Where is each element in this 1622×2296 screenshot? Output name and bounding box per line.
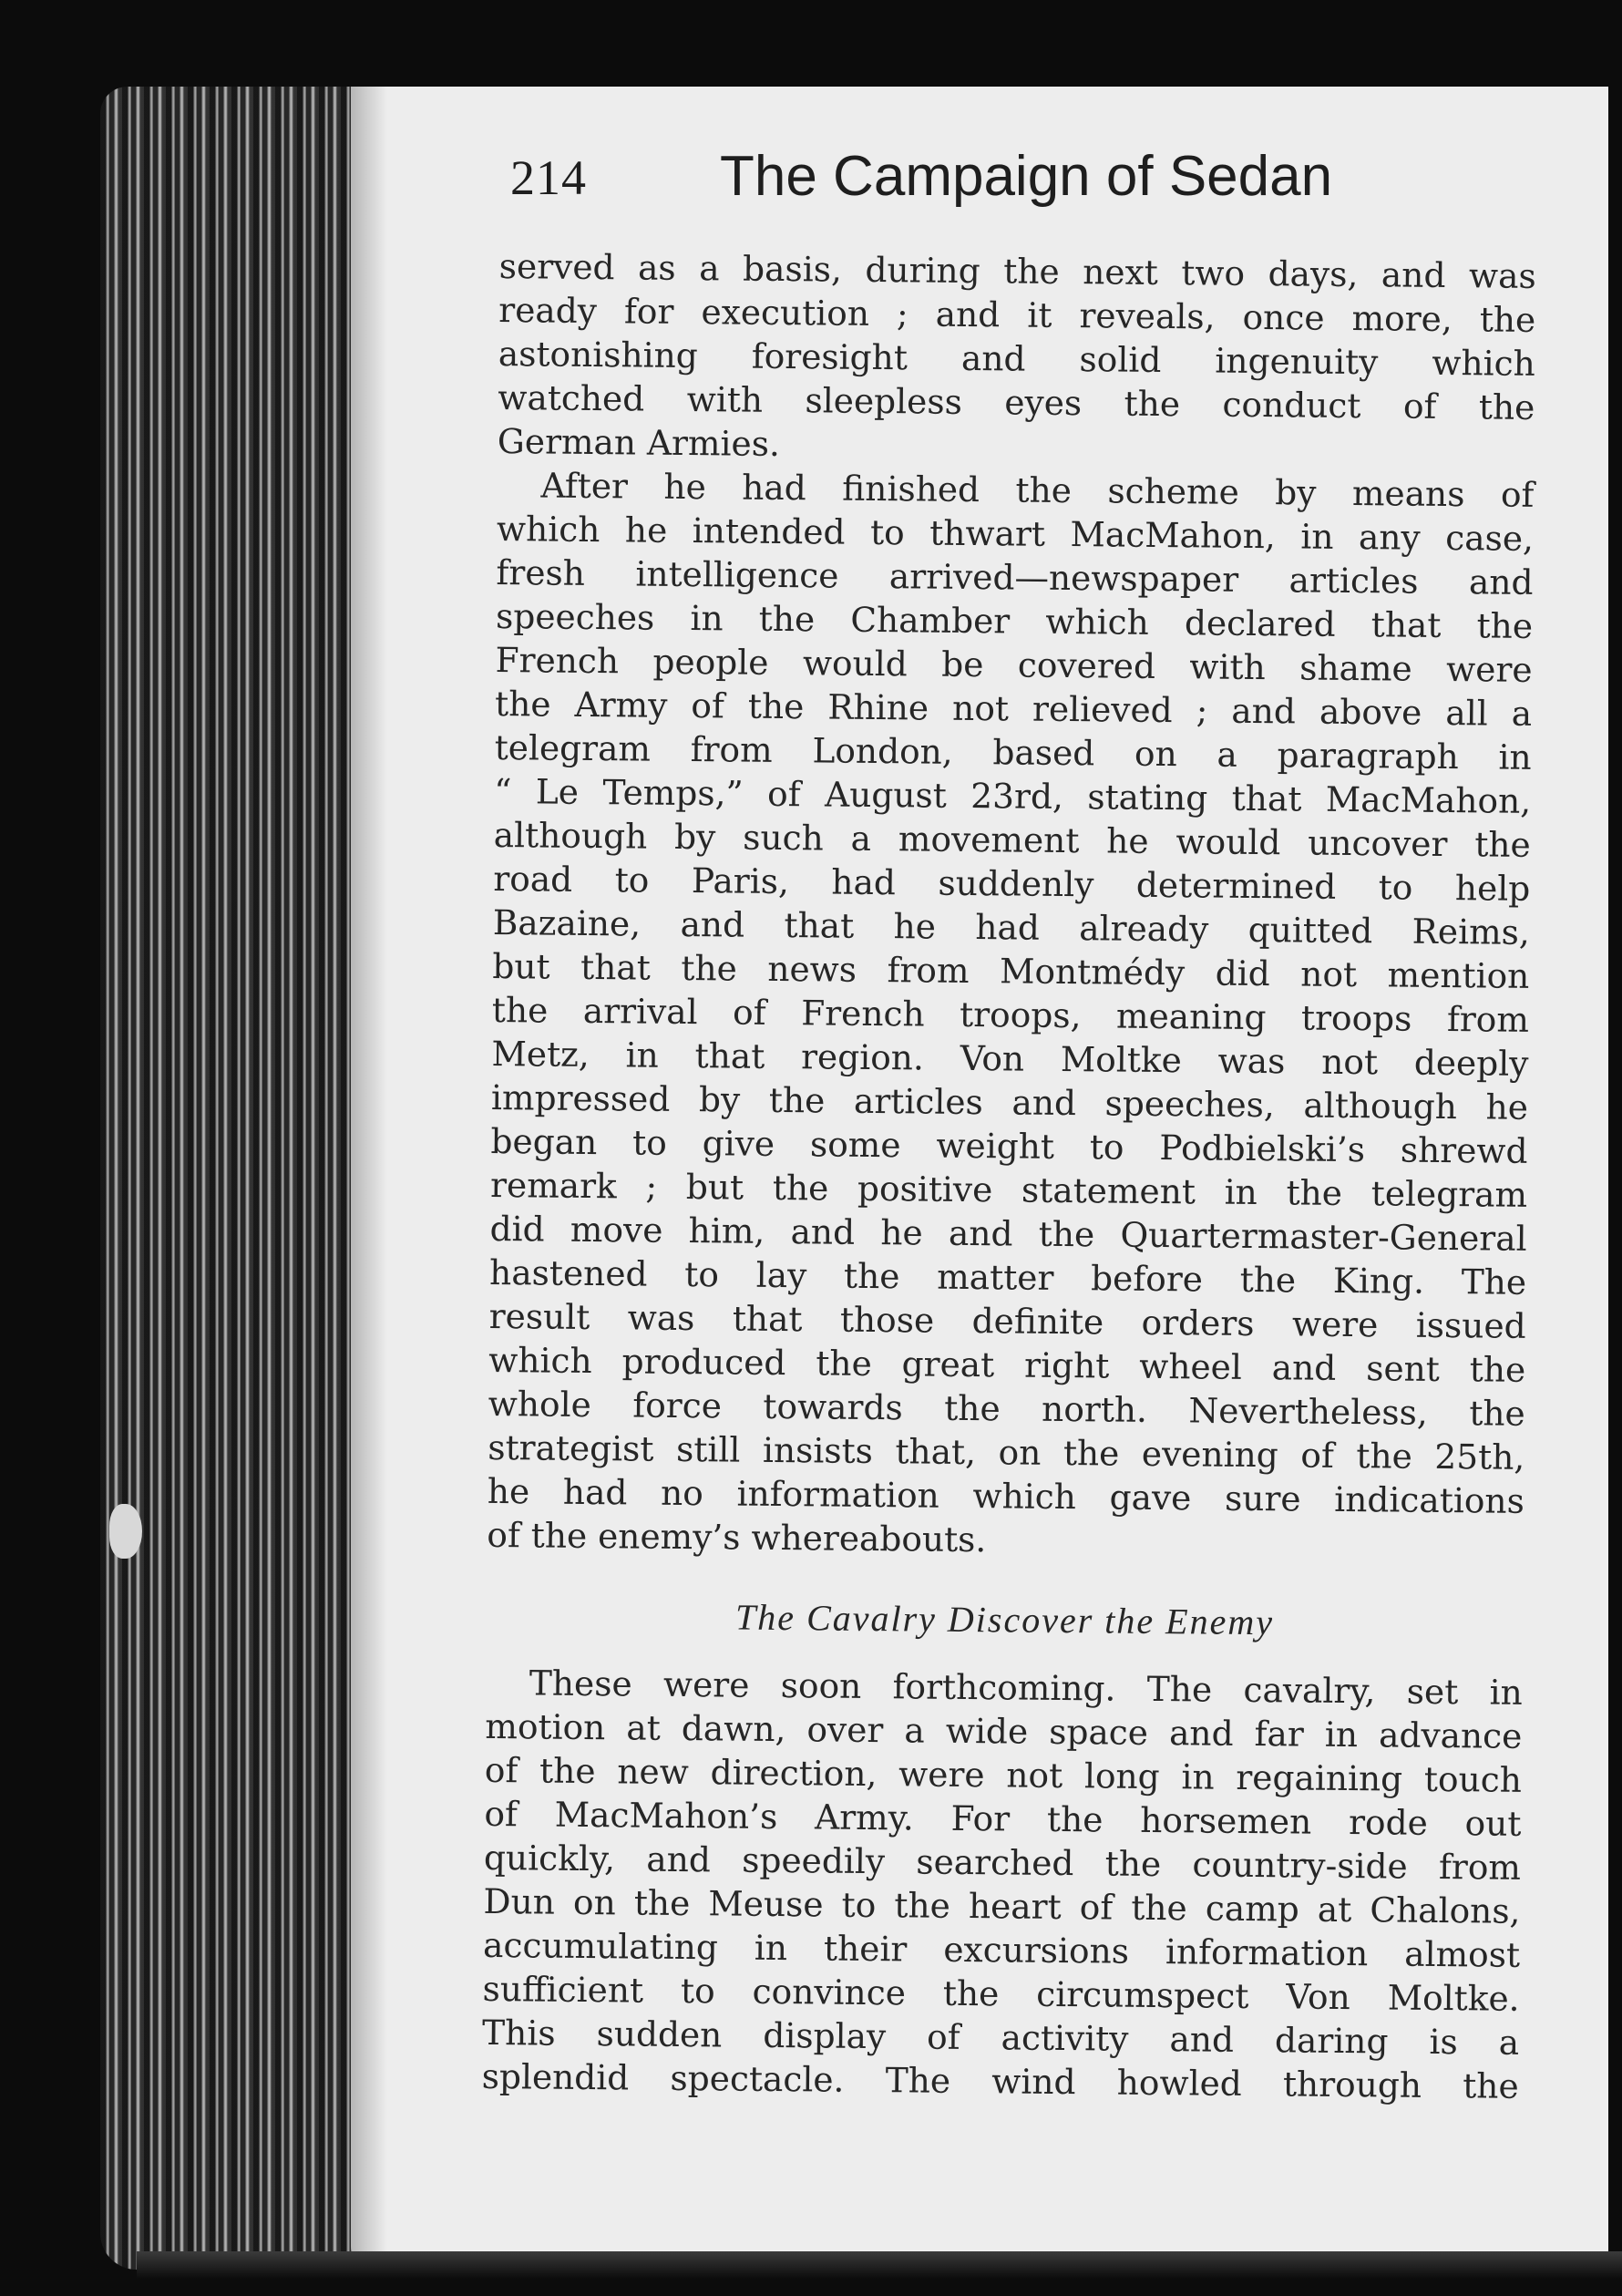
text-line: which he intended to thwart MacMahon, in any case, [496, 508, 1535, 559]
text-line: This sudden display of activity and daring is a [481, 2012, 1520, 2063]
text-line: French people would be covered with shame were [495, 639, 1533, 690]
text-line: of the enemy’s whereabouts. [487, 1514, 987, 1560]
running-title: The Campaign of Sedan [720, 145, 1333, 208]
text-line: the arrival of French troops, meaning troops from [491, 989, 1530, 1040]
text-line: astonishing foresight and solid ingenuity which [498, 333, 1536, 384]
text-line: remark ; but the positive statement in the telegram [489, 1164, 1528, 1215]
text-line: After he had finished the scheme by means of [540, 465, 1535, 515]
text-line: road to Paris, had suddenly determined to help [493, 858, 1531, 909]
text-line: which produced the great right wheel and sent the [488, 1339, 1526, 1390]
body-text [481, 244, 1535, 2108]
text-line: although by such a movement he would uncover the [493, 814, 1531, 865]
text-line: whole force towards the north. Nevertheless, the [488, 1383, 1525, 1434]
paragraph [487, 463, 1534, 1567]
paragraph [498, 244, 1536, 473]
text-line: did move him, and he and the Quartermaster-General [489, 1208, 1527, 1259]
paragraph [481, 1661, 1523, 2108]
text-line: motion at dawn, over a wide space and far in advance [485, 1705, 1523, 1756]
text-line: splendid spectacle. The wind howled through the [481, 2055, 1519, 2106]
text-line: began to give some weight to Podbielski’s shrewd [490, 1120, 1528, 1171]
text-line: strategist still insists that, on the evening of the 25th, [488, 1426, 1525, 1477]
gutter-shadow [351, 87, 387, 2274]
text-line: telegram from London, based on a paragraph in [494, 726, 1532, 777]
text-line: watched with sleepless eyes the conduct of the [498, 376, 1535, 427]
page-block-edges [100, 87, 364, 2270]
text-line: of the new direction, were not long in regaining touch [484, 1749, 1523, 1800]
section-heading: The Cavalry Discover the Enemy [734, 1596, 1275, 1643]
text-line: ready for execution ; and it reveals, once more, the [498, 289, 1536, 340]
page-header [510, 144, 1540, 226]
text-line: Dun on the Meuse to the heart of the camp at Chalons, [483, 1880, 1521, 1931]
text-line: These were soon forthcoming. The cavalry, set in [529, 1663, 1524, 1713]
text-line: accumulating in their excursions information almost [482, 1924, 1521, 1975]
text-line: of MacMahon’s Army. For the horsemen rode out [484, 1793, 1522, 1844]
text-line: Metz, in that region. Von Moltke was not deeply [491, 1033, 1529, 1084]
text-line: result was that those definite orders were issued [488, 1295, 1526, 1346]
text-line: quickly, and speedily searched the country-side from [483, 1837, 1522, 1888]
text-line: fresh intelligence arrived—newspaper articles and [496, 551, 1534, 602]
text-line: Bazaine, and that he had already quitted Reims, [492, 901, 1531, 952]
paper-mark [109, 1504, 142, 1559]
text-line: hastened to lay the matter before the King. The [488, 1251, 1527, 1302]
text-line: served as a basis, during the next two days, and was [498, 245, 1536, 296]
text-line: sufficient to convince the circumspect Von Moltke. [482, 1968, 1520, 2019]
page-number: 214 [510, 150, 587, 205]
text-line: German Armies. [497, 420, 781, 464]
text-line: “ Le Temps,” of August 23rd, stating that MacMahon, [494, 770, 1532, 821]
text-line: but that the news from Montmédy did not mention [492, 945, 1530, 996]
page-bottom-edge [137, 2251, 1622, 2279]
text-line: impressed by the articles and speeches, although he [490, 1076, 1529, 1127]
text-line: speeches in the Chamber which declared that the [495, 595, 1534, 646]
text-line: the Army of the Rhine not relieved ; and above all a [494, 683, 1533, 734]
text-line: he had no information which gave sure indications [487, 1470, 1525, 1521]
